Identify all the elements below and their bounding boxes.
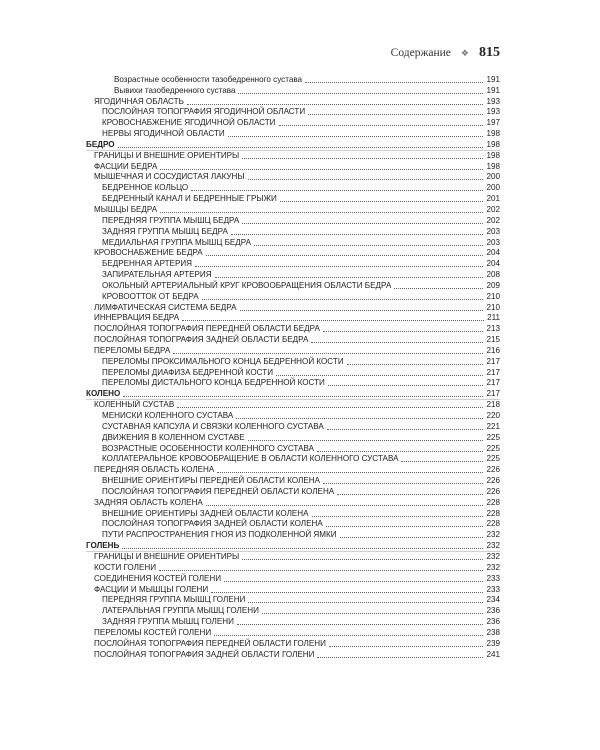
dot-leader: [327, 429, 484, 430]
dot-leader: [214, 635, 483, 636]
toc-entry-page-number: 239: [486, 638, 500, 648]
dot-leader: [215, 277, 484, 278]
dot-leader: [242, 158, 483, 159]
toc-entry-page-number: 232: [486, 530, 500, 540]
toc-entry-page-number: 202: [486, 215, 500, 225]
toc-entry-title: ПУТИ РАСПРОСТРАНЕНИЯ ГНОЯ ИЗ ПОДКОЛЕННОЙ ЯМКИ: [102, 530, 337, 540]
running-header-title: Содержание: [390, 47, 451, 59]
section-divider: [86, 551, 500, 552]
toc-entry-title: ИННЕРВАЦИЯ БЕДРА: [94, 313, 180, 323]
toc-entry-page-number: 238: [486, 627, 500, 637]
dot-leader: [317, 657, 483, 658]
toc-entry: [86, 508, 500, 519]
page-number: 815: [479, 45, 500, 60]
dot-leader: [160, 169, 483, 170]
toc-entry: [86, 204, 500, 215]
toc-entry: [86, 96, 500, 107]
toc-entry: [86, 85, 500, 96]
dot-leader: [173, 353, 483, 354]
toc-entry: [86, 464, 500, 475]
toc-entry-page-number: 197: [486, 118, 500, 128]
dot-leader: [118, 147, 484, 148]
toc-entry-title: БЕДРЕННАЯ АРТЕРИЯ: [102, 259, 193, 269]
toc-entry: [86, 150, 500, 161]
toc-entry-page-number: 200: [486, 183, 500, 193]
toc-entry-title: ЗАДНЯЯ ОБЛАСТЬ КОЛЕНА: [94, 497, 203, 507]
dot-leader: [206, 255, 484, 256]
toc-entry-page-number: 208: [486, 270, 500, 280]
toc-entry-title: ПЕРЕДНЯЯ ОБЛАСТЬ КОЛЕНА: [94, 465, 215, 475]
toc-entry-page-number: 234: [486, 595, 500, 605]
dot-leader: [326, 526, 484, 527]
toc-entry: [86, 616, 500, 627]
toc-entry: [86, 432, 500, 443]
toc-entry-page-number: 198: [486, 129, 500, 139]
toc-entry-page-number: 210: [486, 291, 500, 301]
dot-leader: [228, 136, 484, 137]
toc-entry: [86, 649, 500, 660]
toc-entry-title: ПОСЛОЙНАЯ ТОПОГРАФИЯ ЗАДНЕЙ ОБЛАСТИ ГОЛЕНИ: [94, 649, 315, 659]
dot-leader: [337, 494, 483, 495]
toc-entry-page-number: 211: [487, 313, 500, 323]
toc-entry: [86, 117, 500, 128]
toc-entry-title: ПОСЛОЙНАЯ ТОПОГРАФИЯ ЯГОДИЧНОЙ ОБЛАСТИ: [102, 107, 306, 117]
dot-leader: [182, 320, 484, 321]
toc-entry: [86, 161, 500, 172]
toc-entry-page-number: 204: [486, 248, 500, 258]
toc-entry: [86, 573, 500, 584]
toc-entry-page-number: 236: [486, 606, 500, 616]
toc-entry-title: ГОЛЕНЬ: [86, 541, 120, 551]
dot-leader: [195, 266, 483, 267]
toc-entry-title: КРОВОСНАБЖЕНИЕ ЯГОДИЧНОЙ ОБЛАСТИ: [102, 118, 276, 128]
dot-leader: [237, 624, 484, 625]
toc-entry-title: ВОЗРАСТНЫЕ ОСОБЕННОСТИ КОЛЕННОГО СУСТАВА: [102, 443, 314, 453]
toc-entry-page-number: 232: [486, 541, 500, 551]
dot-leader: [347, 364, 484, 365]
toc-entry-title: ФАСЦИИ БЕДРА: [94, 161, 158, 171]
dot-leader: [191, 190, 483, 191]
dot-leader: [242, 559, 483, 560]
dot-leader: [238, 93, 483, 94]
toc-entry-title: ФАСЦИИ И МЫШЦЫ ГОЛЕНИ: [94, 584, 209, 594]
toc-entry-title: КОЛЕННЫЙ СУСТАВ: [94, 400, 175, 410]
toc-entry-page-number: 225: [486, 443, 500, 453]
toc-entry-title: ВНЕШНИЕ ОРИЕНТИРЫ ЗАДНЕЙ ОБЛАСТИ КОЛЕНА: [102, 508, 309, 518]
toc-entry-title: ЗАДНЯЯ ГРУППА МЫШЦ БЕДРА: [102, 226, 228, 236]
toc-entry: [86, 215, 500, 226]
toc-entry: [86, 486, 500, 497]
toc-entry-title: ЯГОДИЧНАЯ ОБЛАСТЬ: [94, 96, 184, 106]
toc-entry-page-number: 228: [486, 497, 500, 507]
toc-entry-page-number: 226: [486, 486, 500, 496]
toc-entry-title: КОЛЛАТЕРАЛЬНОЕ КРОВООБРАЩЕНИЕ В ОБЛАСТИ КОЛЕННОГО СУСТАВА: [102, 454, 399, 464]
dot-leader: [211, 592, 483, 593]
toc-entry-title: Возрастные особенности тазобедренного сустава: [114, 74, 303, 84]
toc-entry: [86, 74, 500, 85]
dot-leader: [340, 537, 484, 538]
toc-entry: [86, 334, 500, 345]
toc-entry-page-number: 225: [486, 432, 500, 442]
toc-entry: [86, 529, 500, 540]
toc-entry-title: ПОСЛОЙНАЯ ТОПОГРАФИЯ ПЕРЕДНЕЙ ОБЛАСТИ КОЛЕНА: [102, 486, 335, 496]
toc-entry-page-number: 221: [486, 421, 500, 431]
diamond-ornament-icon: ❖: [460, 49, 469, 59]
toc-entry-title: ПЕРЕДНЯЯ ГРУППА МЫШЦ ГОЛЕНИ: [102, 595, 246, 605]
toc-entry: [86, 345, 500, 356]
toc-entry-page-number: 226: [486, 476, 500, 486]
toc-entry: [86, 172, 500, 183]
dot-leader: [248, 602, 483, 603]
toc-entry-page-number: 236: [486, 617, 500, 627]
dot-leader: [224, 581, 483, 582]
toc-entry-page-number: 215: [486, 335, 500, 345]
toc-entry-title: ПЕРЕЛОМЫ ПРОКСИМАЛЬНОГО КОНЦА БЕДРЕННОЙ КОСТИ: [102, 356, 344, 366]
toc-entry-page-number: 217: [486, 378, 500, 388]
toc-entry-title: Вывихи тазобедренного сустава: [114, 85, 236, 95]
toc-entry-page-number: 233: [486, 584, 500, 594]
dot-leader: [123, 396, 483, 397]
dot-leader: [280, 201, 484, 202]
dot-leader: [206, 505, 484, 506]
toc-entry-page-number: 193: [486, 107, 500, 117]
toc-entry-title: БЕДРО: [86, 139, 115, 149]
dot-leader: [231, 234, 484, 235]
toc-entry-title: ЗАПИРАТЕЛЬНАЯ АРТЕРИЯ: [102, 270, 212, 280]
toc-entry-page-number: 232: [486, 562, 500, 572]
toc-entry-title: ГРАНИЦЫ И ВНЕШНИЕ ОРИЕНТИРЫ: [94, 150, 240, 160]
dot-leader: [276, 375, 483, 376]
toc-entry-page-number: 217: [486, 389, 500, 399]
toc-entry-title: ПЕРЕЛОМЫ ДИСТАЛЬНОГО КОНЦА БЕДРЕННОЙ КОСТИ: [102, 378, 325, 388]
toc-entry-title: ПЕРЕДНЯЯ ГРУППА МЫШЦ БЕДРА: [102, 215, 240, 225]
dot-leader: [217, 472, 483, 473]
toc-entry: [86, 475, 500, 486]
toc-entry-title: ГРАНИЦЫ И ВНЕШНИЕ ОРИЕНТИРЫ: [94, 551, 240, 561]
toc-entry-title: ЛАТЕРАЛЬНАЯ ГРУППА МЫШЦ ГОЛЕНИ: [102, 606, 259, 616]
dot-leader: [248, 179, 484, 180]
toc-entry-title: БЕДРЕННОЕ КОЛЬЦО: [102, 183, 189, 193]
toc-entry-page-number: 209: [486, 280, 500, 290]
toc-entry: [86, 258, 500, 269]
toc-entry-title: СОЕДИНЕНИЯ КОСТЕЙ ГОЛЕНИ: [94, 573, 222, 583]
toc-entry-page-number: 198: [486, 161, 500, 171]
toc-entry: [86, 519, 500, 530]
toc-entry: [86, 454, 500, 465]
dot-leader: [254, 245, 483, 246]
dot-leader: [187, 104, 484, 105]
toc-entry-page-number: 218: [486, 400, 500, 410]
toc-entry-page-number: 201: [486, 194, 500, 204]
toc-entry-page-number: 225: [486, 454, 500, 464]
dot-leader: [242, 223, 483, 224]
toc-entry-page-number: 241: [486, 649, 500, 659]
toc-entry-title: ПОСЛОЙНАЯ ТОПОГРАФИЯ ЗАДНЕЙ ОБЛАСТИ БЕДРА: [94, 335, 309, 345]
toc-entry: [86, 291, 500, 302]
toc-entry: [86, 302, 500, 313]
toc-entry-page-number: 191: [486, 85, 500, 95]
toc-entry-title: ВНЕШНИЕ ОРИЕНТИРЫ ПЕРЕДНЕЙ ОБЛАСТИ КОЛЕНА: [102, 476, 321, 486]
toc-entry-title: ПЕРЕЛОМЫ ДИАФИЗА БЕДРЕННОЙ КОСТИ: [102, 367, 274, 377]
toc-entry: [86, 497, 500, 508]
toc-entry: [86, 226, 500, 237]
toc-entry: [86, 584, 500, 595]
toc-entry: [86, 443, 500, 454]
table-of-contents: [86, 74, 500, 660]
toc-entry: [86, 193, 500, 204]
toc-entry: [86, 237, 500, 248]
dot-leader: [279, 125, 484, 126]
toc-entry-title: СУСТАВНАЯ КАПСУЛА И СВЯЗКИ КОЛЕННОГО СУСТАВА: [102, 421, 324, 431]
dot-leader: [159, 570, 483, 571]
dot-leader: [308, 114, 483, 115]
toc-entry: [86, 323, 500, 334]
toc-entry: [86, 378, 500, 389]
toc-entry-page-number: 233: [486, 573, 500, 583]
toc-entry-title: ЛИМФАТИЧЕСКАЯ СИСТЕМА БЕДРА: [94, 302, 237, 312]
toc-entry-title: КРОВООТТОК ОТ БЕДРА: [102, 291, 199, 301]
dot-leader: [240, 310, 484, 311]
toc-entry-page-number: 198: [486, 139, 500, 149]
toc-entry: [86, 356, 500, 367]
toc-section-heading: [86, 540, 500, 551]
toc-entry: [86, 421, 500, 432]
toc-entry-page-number: 228: [486, 519, 500, 529]
toc-entry-page-number: 232: [486, 551, 500, 561]
dot-leader: [177, 407, 483, 408]
toc-entry: [86, 248, 500, 259]
toc-entry-page-number: 217: [486, 367, 500, 377]
toc-entry-title: МЕНИСКИ КОЛЕННОГО СУСТАВА: [102, 411, 234, 420]
toc-entry-title: КОСТИ ГОЛЕНИ: [94, 562, 157, 572]
toc-entry: [86, 410, 500, 421]
toc-entry-page-number: 216: [486, 345, 500, 355]
section-divider: [86, 399, 500, 400]
toc-entry: [86, 562, 500, 573]
dot-leader: [312, 516, 484, 517]
toc-entry-page-number: 204: [486, 259, 500, 269]
toc-entry: [86, 638, 500, 649]
toc-entry: [86, 551, 500, 562]
dot-leader: [160, 212, 483, 213]
dot-leader: [262, 613, 484, 614]
toc-entry-page-number: 220: [486, 411, 500, 420]
toc-entry-page-number: 191: [486, 74, 500, 84]
toc-entry: [86, 280, 500, 291]
toc-entry-page-number: 202: [486, 204, 500, 214]
dot-leader: [401, 461, 483, 462]
toc-entry-page-number: 226: [486, 465, 500, 475]
dot-leader: [202, 299, 484, 300]
toc-entry-title: ПЕРЕЛОМЫ КОСТЕЙ ГОЛЕНИ: [94, 627, 212, 637]
toc-entry-page-number: 193: [486, 96, 500, 106]
toc-entry-title: БЕДРЕННЫЙ КАНАЛ И БЕДРЕННЫЕ ГРЫЖИ: [102, 194, 277, 204]
toc-entry: [86, 182, 500, 193]
toc-entry-title: ПОСЛОЙНАЯ ТОПОГРАФИЯ ЗАДНЕЙ ОБЛАСТИ КОЛЕНА: [102, 519, 323, 529]
dot-leader: [317, 451, 483, 452]
toc-entry-title: ПЕРЕЛОМЫ БЕДРА: [94, 345, 171, 355]
toc-entry-title: ОКОЛЬНЫЙ АРТЕРИАЛЬНЫЙ КРУГ КРОВООБРАЩЕНИЯ ОБЛАСТИ БЕДРА: [102, 280, 392, 290]
toc-entry: [86, 595, 500, 606]
dot-leader: [122, 548, 483, 549]
dot-leader: [394, 288, 483, 289]
toc-entry-title: МЫШЦЫ БЕДРА: [94, 204, 158, 214]
dot-leader: [311, 342, 483, 343]
toc-entry-page-number: 203: [486, 226, 500, 236]
toc-entry-title: ПОСЛОЙНАЯ ТОПОГРАФИЯ ПЕРЕДНЕЙ ОБЛАСТИ ГОЛЕНИ: [94, 638, 326, 648]
toc-entry-page-number: 217: [486, 356, 500, 366]
toc-entry-title: ДВИЖЕНИЯ В КОЛЕННОМ СУСТАВЕ: [102, 432, 245, 442]
toc-entry: [86, 605, 500, 616]
running-header: [391, 45, 500, 61]
toc-entry-page-number: 203: [486, 237, 500, 247]
toc-entry: [86, 107, 500, 118]
toc-entry-title: ПОСЛОЙНАЯ ТОПОГРАФИЯ ПЕРЕДНЕЙ ОБЛАСТИ БЕДРА: [94, 324, 320, 334]
toc-entry-title: НЕРВЫ ЯГОДИЧНОЙ ОБЛАСТИ: [102, 129, 225, 139]
toc-entry: [86, 627, 500, 638]
toc-entry: [86, 269, 500, 280]
toc-entry-title: КРОВОСНАБЖЕНИЕ БЕДРА: [94, 248, 203, 258]
toc-entry: [86, 399, 500, 410]
dot-leader: [323, 483, 483, 484]
toc-entry-title: МЕДИАЛЬНАЯ ГРУППА МЫШЦ БЕДРА: [102, 237, 252, 247]
toc-entry-title: МЫШЕЧНАЯ И СОСУДИСТАЯ ЛАКУНЫ: [94, 172, 245, 182]
dot-leader: [323, 331, 484, 332]
dot-leader: [328, 385, 484, 386]
toc-entry: [86, 367, 500, 378]
toc-entry-page-number: 198: [486, 150, 500, 160]
toc-section-heading: [86, 139, 500, 150]
dot-leader: [305, 82, 483, 83]
toc-entry-page-number: 228: [486, 508, 500, 518]
toc-entry-page-number: 210: [486, 302, 500, 312]
toc-entry: [86, 128, 500, 139]
dot-leader: [248, 440, 484, 441]
dot-leader: [236, 418, 483, 419]
toc-section-heading: [86, 388, 500, 399]
toc-entry: [86, 313, 500, 324]
toc-entry-page-number: 213: [486, 324, 500, 334]
toc-entry-page-number: 200: [486, 172, 500, 182]
toc-entry-title: ЗАДНЯЯ ГРУППА МЫШЦ ГОЛЕНИ: [102, 617, 234, 627]
dot-leader: [329, 646, 484, 647]
toc-entry-title: КОЛЕНО: [86, 389, 121, 399]
section-divider: [86, 150, 500, 151]
